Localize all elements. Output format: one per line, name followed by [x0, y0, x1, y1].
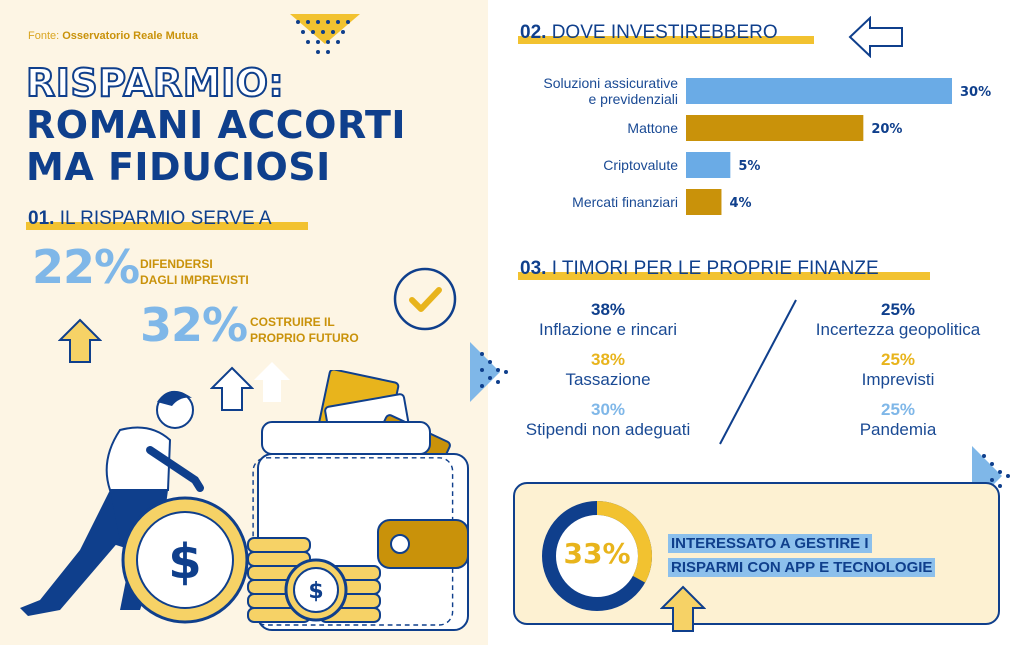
fear-right-pct-0: 25%	[880, 300, 916, 319]
fear-left-pct-0: 38%	[590, 300, 626, 319]
fear-left-pct-2: 30%	[590, 400, 626, 419]
dollar-coin-small-icon	[286, 560, 346, 620]
divider-slash	[716, 298, 800, 446]
dots-decoration-icon	[290, 14, 360, 56]
section2-heading: 02. DOVE INVESTIREBBERO	[520, 22, 778, 43]
left-arrow-icon	[848, 16, 904, 58]
bar-label-1: Mattone	[627, 120, 678, 136]
svg-text:$: $	[308, 579, 324, 604]
fear-right-label-1: Imprevisti	[861, 370, 935, 389]
source-credit: Fonte: Osservatorio Reale Mutua	[28, 30, 198, 42]
bar-value-0: 30%	[960, 85, 992, 100]
fear-left-label-0: Inflazione e rincari	[539, 320, 677, 339]
fear-right-label-0: Incertezza geopolitica	[815, 320, 981, 339]
section3-heading: 03. I TIMORI PER LE PROPRIE FINANZE	[520, 258, 879, 279]
save-caption-1: DIFENDERSI DAGLI IMPREVISTI	[140, 257, 249, 287]
bar-label-3: Mercati finanziari	[572, 194, 678, 210]
save-pct-1: 22%	[32, 240, 140, 294]
investment-bar-chart	[510, 72, 1010, 222]
bar-1	[686, 115, 863, 141]
interest-pct: 33%	[563, 537, 631, 570]
bar-label-0: e previdenziali	[588, 91, 678, 107]
fear-right-pct-2: 25%	[880, 400, 916, 419]
bar-0	[686, 78, 952, 104]
interest-text: INTERESSATO A GESTIRE I RISPARMI CON APP E TECNOLOGIE	[668, 532, 935, 580]
up-arrow-icon	[58, 318, 102, 364]
fear-left-label-1: Tassazione	[565, 370, 651, 389]
dollar-coin-large-icon	[123, 498, 247, 622]
up-arrow-yellow-icon	[660, 585, 706, 633]
fear-left-pct-1: 38%	[590, 350, 626, 369]
bar-label-2: Criptovalute	[603, 157, 678, 173]
svg-text:$: $	[168, 534, 202, 590]
bar-3	[686, 189, 721, 215]
bar-value-3: 4%	[729, 196, 752, 211]
save-caption-2: COSTRUIRE IL PROPRIO FUTURO	[250, 315, 359, 345]
bar-2	[686, 152, 730, 178]
fear-right-pct-1: 25%	[880, 350, 916, 369]
bar-label-0: Soluzioni assicurative	[543, 75, 678, 91]
bar-value-1: 20%	[871, 122, 903, 137]
page-title: RISPARMIO: ROMANI ACCORTI MA FIDUCIOSI	[26, 61, 407, 189]
fear-left-label-2: Stipendi non adeguati	[525, 420, 691, 439]
check-circle-icon	[392, 266, 458, 332]
saving-illustration	[0, 370, 488, 645]
save-pct-2: 32%	[140, 298, 248, 352]
section1-heading: 01. IL RISPARMIO SERVE A	[28, 208, 272, 229]
fear-right-label-2: Pandemia	[859, 420, 937, 439]
bar-value-2: 5%	[738, 159, 761, 174]
